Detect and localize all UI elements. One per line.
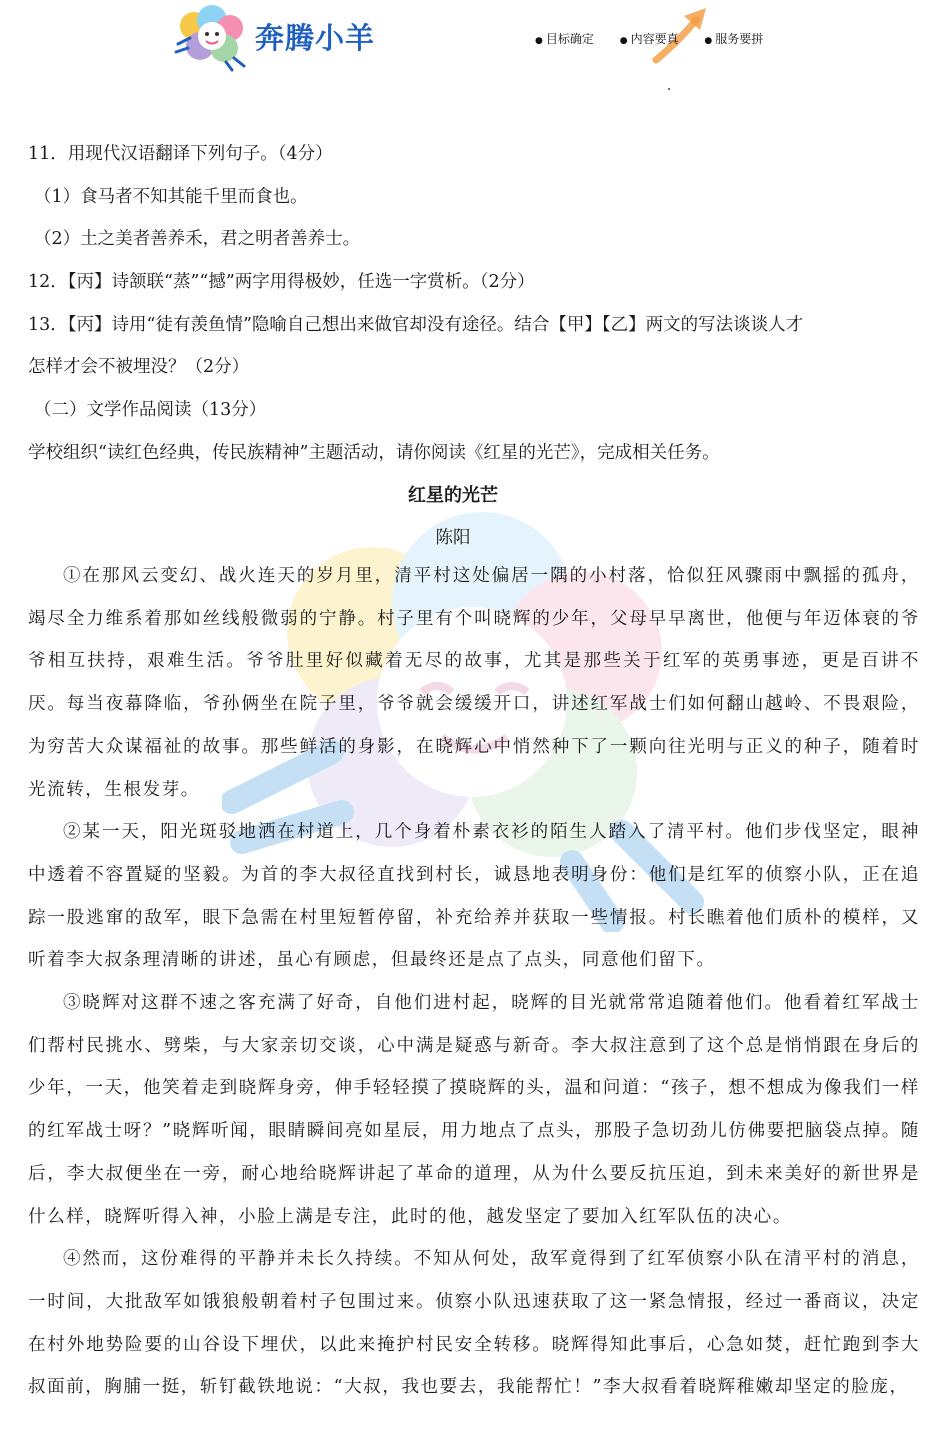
task-intro: 学校组织“读红色经典，传民族精神”主题活动，请你阅读《红星的光芒》，完成相关任务。	[28, 442, 720, 463]
question-12: 12．【丙】诗颔联“蒸”“撼”两字用得极妙，任选一字赏析。（2分）	[28, 272, 535, 293]
header-nav	[535, 30, 785, 47]
question-13-line-2: 怎样才会不被埋没？（2分）	[28, 357, 250, 378]
sheep-logo-icon	[172, 2, 252, 72]
brand-name: 奔腾小羊	[255, 21, 376, 55]
paragraph-1: ①在那风云变幻、战火连天的岁月里，清平村这处偏居一隅的小村落，恰似狂风骤雨中飘摇的孤舟，竭尽全力维系着那如丝线般微弱的宁静。村子里有个叫晓辉的少年，父母早早离世，他便与年迈体衰的爷爷相互扶持，艰难生活。爷爷肚里好似藏着无尽的故事，尤其是那些关于红军的英勇事迹，更是百讲不厌。每当夜幕降临，爷孙俩坐在院子里，爷爷就会缓缓开口，讲述红军战士们如何翻山越岭、不畏艰险，为穷苦大众谋福祉的故事。那些鲜活的身影，在晓辉心中悄然种下了一颗向往光明与正义的种子，随着时光流转，生根发芽。	[28, 566, 920, 800]
story-body	[28, 555, 920, 1409]
question-section	[28, 133, 922, 560]
page-header	[0, 0, 948, 90]
speck	[668, 88, 670, 90]
story-title: 红星的光芒	[408, 484, 498, 506]
story-author: 陈阳	[435, 528, 471, 549]
paragraph-3: ③晓辉对这群不速之客充满了好奇，自他们进村起，晓辉的目光就常常追随着他们。他看着红军战士们帮村民挑水、劈柴，与大家亲切交谈，心中满是疑惑与新奇。李大叔注意到了这个总是悄悄跟在身后的少年，一天，他笑着走到晓辉身旁，伸手轻轻摸了摸晓辉的头，温和问道：“孩子，想不想成为像我们一样的红军战士呀？”晓辉听闻，眼睛瞬间亮如星辰，用力地点了点头，那股子急切劲儿仿佛要把脑袋点掉。随后，李大叔便坐在一旁，耐心地给晓辉讲起了革命的道理，从为什么要反抗压迫，到未来美好的新世界是什么样，晓辉听得入神，小脸上满是专注，此时的他，越发坚定了要加入红军队伍的决心。	[28, 993, 920, 1227]
paragraph-2: ②某一天，阳光斑驳地洒在村道上，几个身着朴素衣衫的陌生人踏入了清平村。他们步伐坚定，眼神中透着不容置疑的坚毅。为首的李大叔径直找到村长，诚恳地表明身份：他们是红军的侦察小队，正在追踪一股逃窜的敌军，眼下急需在村里短暂停留，补充给养并获取一些情报。村长瞧着他们质朴的模样，又听着李大叔条理清晰的讲述，虽心有顾虑，但最终还是点了点头，同意他们留下。	[28, 822, 920, 971]
section-heading: （二）文学作品阅读（13分）	[34, 400, 267, 421]
nav-item-goal: ● 目标确定	[535, 32, 594, 46]
question-11: 11．用现代汉语翻译下列句子。（4分）	[28, 144, 333, 164]
nav-item-service: ● 服务要拼	[704, 32, 764, 46]
nav-item-content: ● 内容要真	[619, 32, 679, 46]
paragraph-4: ④然而，这份难得的平静并未长久持续。不知从何处，敌军竟得到了红军侦察小队在清平村的消息，一时间，大批敌军如饿狼般朝着村子包围过来。侦察小队迅速获取了这一紧急情报，经过一番商议，决定在村外地势险要的山谷设下埋伏，以此来掩护村民安全转移。晓辉得知此事后，心急如焚，赶忙跑到李大叔面前，胸脯一挺，斩钉截铁地说：“大叔，我也要去，我能帮忙！”李大叔看着晓辉稚嫩却坚定的脸庞，	[28, 1249, 920, 1398]
question-11-item-1: （1）食马者不知其能千里而食也。	[34, 186, 308, 207]
question-11-item-2: （2）土之美者善养禾，君之明者善养士。	[34, 229, 361, 250]
question-13-line-1: 13．【丙】诗用“徒有羡鱼情”隐喻自己想出来做官却没有途径。结合【甲】【乙】两文的写法谈谈人才	[28, 314, 804, 335]
